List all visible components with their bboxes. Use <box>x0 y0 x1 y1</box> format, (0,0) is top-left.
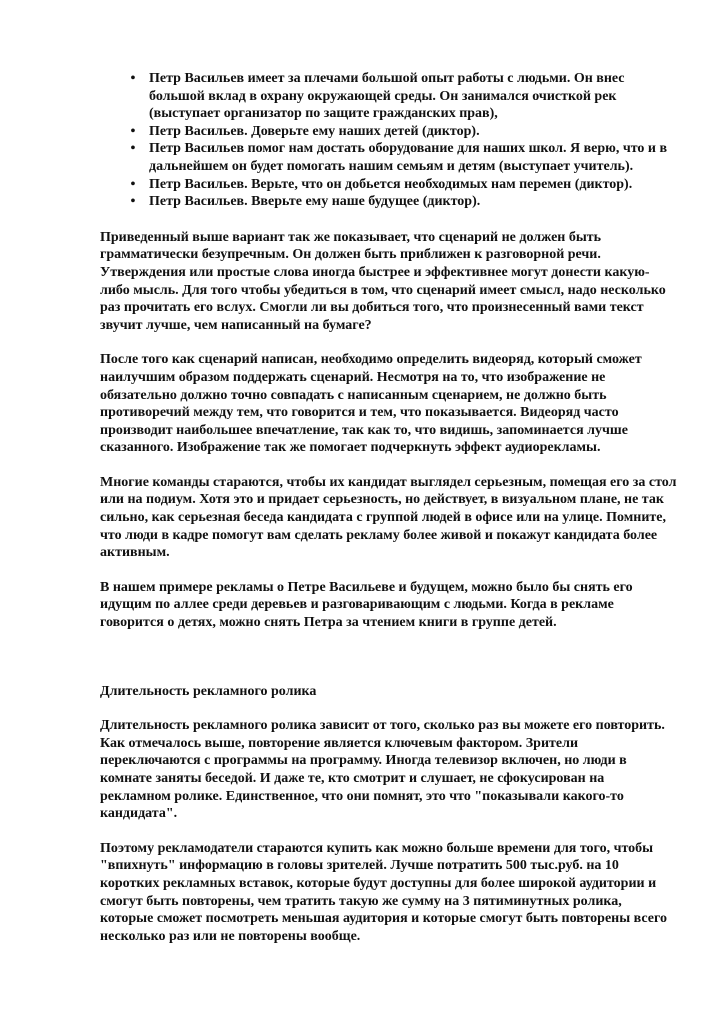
paragraph-candidate-setting: Многие команды стараются, чтобы их кандидат выглядел серьезным, помещая его за стол или на подиум. Хотя это и придает серьезность, но действует, в визуальном плане, не так сильно, как серьезная беседа кандидата с группой людей в офисе или на улице. Помните, что люди в кадре помогут вам сделать рекламу более живой и покажут кандидата более активным. <box>100 474 677 561</box>
section-heading: Длительность рекламного ролика <box>100 683 317 699</box>
list-item <box>130 176 678 194</box>
list-item-text: Петр Васильев имеет за плечами большой опыт работы с людьми. Он внес большой вклад в охрану окружающей среды. Он занимался очисткой рек (выступает организатор по защите гражданских прав), <box>149 71 625 122</box>
paragraph-ad-budget: Поэтому рекламодатели стараются купить как можно больше времени для того, чтобы "впихнуть" информацию в головы зрителей. Лучше потратить 500 тыс.руб. на 10 коротких рекламных вставок, которые будут доступны для более широкой аудитории и смогут быть повторены, чем тратить такую же сумму на 3 пятиминутных ролика, которые сможет посмотреть меньшая аудитория и которые смогут быть повторены всего несколько раз или не повторены вообще. <box>100 840 668 944</box>
list-item-text: Петр Васильев. Доверьте ему наших детей (диктор). <box>149 123 480 139</box>
list-item <box>130 70 678 123</box>
list-item-text: Петр Васильев. Верьте, что он добьется необходимых нам перемен (диктор). <box>149 176 633 192</box>
bullet-icon: • <box>130 123 136 139</box>
paragraph-script-style: Приведенный выше вариант так же показывает, что сценарий не должен быть грамматически безупречным. Он должен быть приближен к разговорной речи. Утверждения или простые слова иногда быстрее и эффективнее могут донести какую-либо мысль. Для того чтобы убедиться в том, что сценарий имеет смысл, надо несколько раз прочитать его вслух. Смогли ли вы добиться того, что произнесенный вами текст звучит лучше, чем написанный на бумаге? <box>100 229 666 333</box>
list-item-text: Петр Васильев помог нам достать оборудование для наших школ. Я верю, что и в дальнейшем он будет помогать нашим семьям и детям (выступает учитель). <box>149 141 668 174</box>
bullet-icon: • <box>130 71 136 86</box>
list-item <box>130 140 678 175</box>
list-item <box>130 193 678 211</box>
paragraph-example-scene: В нашем примере рекламы о Петре Васильеве и будущем, можно было бы снять его идущим по аллее среди деревьев и разговаривающим с людьми. Когда в рекламе говорится о детях, можно снять Петра за чтением книги в группе детей. <box>100 579 633 631</box>
bullet-icon: • <box>130 194 136 210</box>
list-item <box>130 123 678 141</box>
paragraph-ad-duration: Длительность рекламного ролика зависит от того, сколько раз вы можете его повторить. Как отмечалось выше, повторение является ключевым фактором. Зрители переключаются с программы на программу. Иногда телевизор включен, но люди в комнате заняты беседой. И даже те, кто смотрит и слушает, не сфокусирован на рекламном ролике. Единственное, что они помнят, это что "показывали какого-то кандидата". <box>100 718 665 822</box>
document-page <box>100 70 678 945</box>
bullet-icon: • <box>130 141 136 157</box>
bullet-icon: • <box>130 176 136 192</box>
paragraph-video-sequence: После того как сценарий написан, необходимо определить видеоряд, который сможет наилучшим образом поддержать сценарий. Несмотря на то, что изображение не обязательно должно точно совпадать с написанным сценарием, не должно быть противоречий между тем, что говорится и тем, что показывается. Видеоряд часто производит наибольшее впечатление, так как то, что видишь, запоминается лучше сказанного. Изображение так же помогает подчеркнуть эффект аудиорекламы. <box>100 352 642 456</box>
bullet-list <box>100 70 678 211</box>
list-item-text: Петр Васильев. Вверьте ему наше будущее (диктор). <box>149 194 481 210</box>
